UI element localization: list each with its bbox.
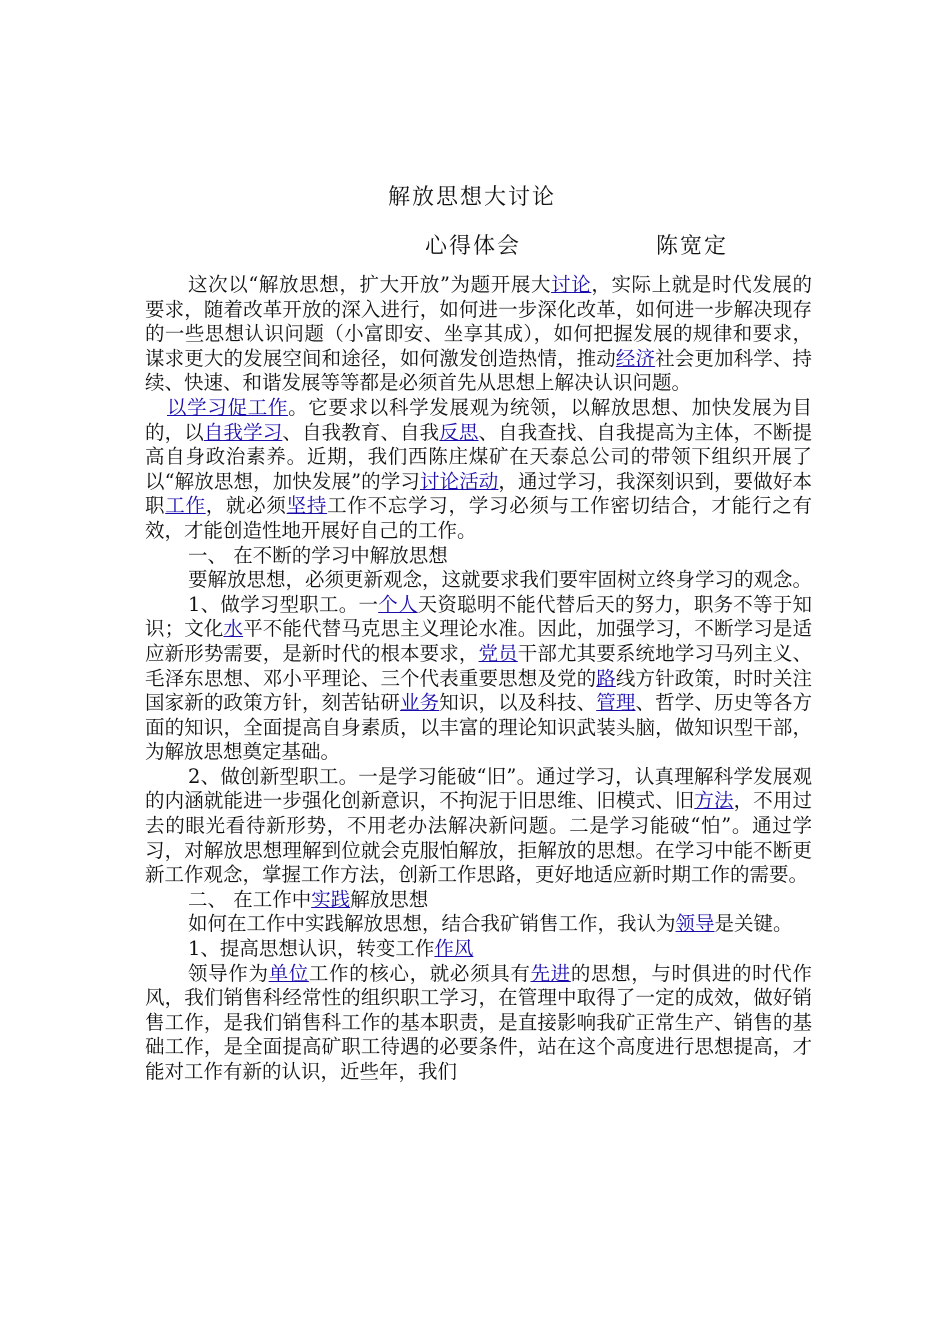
inline-link[interactable]: 业务 xyxy=(400,691,440,715)
inline-link[interactable]: 管理 xyxy=(596,691,636,715)
paragraph-text: 。它要求以科学发展观为统领，以解放思想、加快发展为目的，以 xyxy=(145,395,812,444)
body-paragraph xyxy=(145,962,812,1085)
inline-link[interactable]: 作风 xyxy=(434,937,474,961)
paragraph-text: ，就必须 xyxy=(205,494,287,518)
paragraph-text: 这次以“解放思想，扩大开放”为题开展大 xyxy=(188,273,552,296)
body-paragraph xyxy=(145,544,812,569)
inline-link[interactable]: 个人 xyxy=(378,592,418,616)
paragraph-text: 工作不忘学习，学习必须与工作密切结合，才能行之有效，才能创造性地开展好自己的工作。 xyxy=(145,494,812,542)
paragraph-text: 知识，以及科技、 xyxy=(439,691,597,715)
paragraph-text: 、自我查找、自我提高为主体，不断提高自身政治素养。近期，我们西陈庄煤矿在天泰总公司的带领下组织开展了以“解放思想，加快发展”的学习 xyxy=(145,420,812,493)
body-paragraph xyxy=(145,593,812,765)
body-paragraph xyxy=(145,912,812,937)
paragraph-text: 1、提高思想认识，转变工作 xyxy=(188,937,435,961)
paragraph-text: 社会更加科学、持续、快速、和谐发展等等都是必须首先从思想上解决认识问题。 xyxy=(145,346,812,395)
inline-link[interactable]: 工作 xyxy=(165,494,206,518)
paragraph-text: 如何在工作中实践解放思想，结合我矿销售工作，我认为 xyxy=(188,912,676,936)
paragraph-text: 干部尤其要系统地学习马列主义、毛泽东思想、邓小平理论、三个代表重要思想及党的 xyxy=(145,641,812,690)
paragraph-text: 二、 在工作中 xyxy=(188,887,312,911)
inline-link[interactable]: 坚持 xyxy=(286,494,328,518)
paragraph-text: 天资聪明不能代替后天的努力，职务不等于知识；文化 xyxy=(145,592,812,641)
document-subtitle xyxy=(425,235,825,260)
inline-link[interactable]: 领导 xyxy=(675,912,715,936)
inline-link[interactable]: 实践 xyxy=(311,887,351,911)
inline-link[interactable]: 反思 xyxy=(439,420,479,444)
inline-link[interactable]: 单位 xyxy=(268,961,309,985)
paragraph-text: 、自我教育、自我 xyxy=(282,420,440,444)
paragraph-text: 1、做学习型职工。一 xyxy=(188,592,379,616)
body-paragraph xyxy=(145,937,812,962)
inline-link[interactable]: 讨论活动 xyxy=(420,469,499,493)
body-paragraph xyxy=(145,765,812,888)
paragraph-text: 一、 在不断的学习中解放思想 xyxy=(188,543,448,567)
inline-link[interactable]: 水 xyxy=(223,617,244,641)
body-paragraph xyxy=(145,273,812,396)
document-title: 解放思想大讨论 xyxy=(388,185,557,210)
paragraph-text: 是关键。 xyxy=(714,912,793,936)
inline-link[interactable]: 路 xyxy=(596,666,616,690)
author-name: 陈宽定 xyxy=(656,234,729,259)
inline-link[interactable]: 经济 xyxy=(615,346,656,370)
body-paragraph xyxy=(145,396,812,544)
paragraph-text: 2、做创新型职工。一是学习能破“旧”。通过学习，认真理解科学发展观的内涵就能进一步强化创新意识，不拘泥于旧思维、旧模式、旧 xyxy=(145,764,812,813)
paragraph-text: 解放思想 xyxy=(350,887,429,911)
paragraph-text: 、哲学、历史等各方面的知识，全面提高自身素质，以丰富的理论知识武装头脑，做知识型干部，为解放思想奠定基础。 xyxy=(145,691,812,764)
paragraph-text: 平不能代替马克思主义理论水准。因此，加强学习，不断学习是适应新形势需要，是新时代的根本要求， xyxy=(145,617,812,665)
inline-link[interactable]: 以学习促工作 xyxy=(167,395,289,419)
inline-link[interactable]: 党员 xyxy=(478,641,518,665)
paragraph-text: ，实际上就是时代发展的要求，随着改革开放的深入进行，如何进一步深化改革，如何进一步解决现存的一些思想认识问题（小富即安、坐享其成），如何把握发展的规律和要求，谋求更大的发展空间和途径，如何激发创造热情，推动 xyxy=(145,273,812,370)
paragraph-text: 工作的核心，就必须具有 xyxy=(308,961,531,985)
paragraph-text: 线方针政策，时时关注国家新的政策方针，刻苦钻研 xyxy=(145,666,812,715)
inline-link[interactable]: 自我学习 xyxy=(203,420,283,444)
paragraph-text: ，通过学习，我深刻识到，要做好本职 xyxy=(145,469,812,518)
paragraph-text: ，不用过去的眼光看待新形势，不用老办法解决新问题。二是学习能破“怕”。通过学习，对解放思想理解到位就会克服怕解放，拒解放的思想。在学习中能不断更新工作观念，掌握工作方法，创新工作思路，更好地适应新时期工作的需要。 xyxy=(145,789,812,887)
body-paragraph xyxy=(145,888,812,913)
inline-link[interactable]: 方法 xyxy=(694,789,734,813)
body-paragraph xyxy=(145,568,812,593)
paragraph-text: 领导作为 xyxy=(188,961,269,985)
document-body xyxy=(145,273,812,1085)
subtitle-label: 心得体会 xyxy=(425,234,522,259)
inline-link[interactable]: 讨论 xyxy=(551,273,592,296)
paragraph-text: 要解放思想，必须更新观念，这就要求我们要牢固树立终身学习的观念。 xyxy=(188,568,813,592)
paragraph-text: 的思想，与时俱进的时代作风，我们销售科经常性的组织职工学习，在管理中取得了一定的成效，做好销售工作，是我们销售科工作的基本职责，是直接影响我矿正常生产、销售的基础工作，是全面提高矿职工待遇的必要条件，站在这个高度进行思想提高，才能对工作有新的认识，近些年，我们 xyxy=(145,961,812,1083)
inline-link[interactable]: 先进 xyxy=(530,961,571,985)
